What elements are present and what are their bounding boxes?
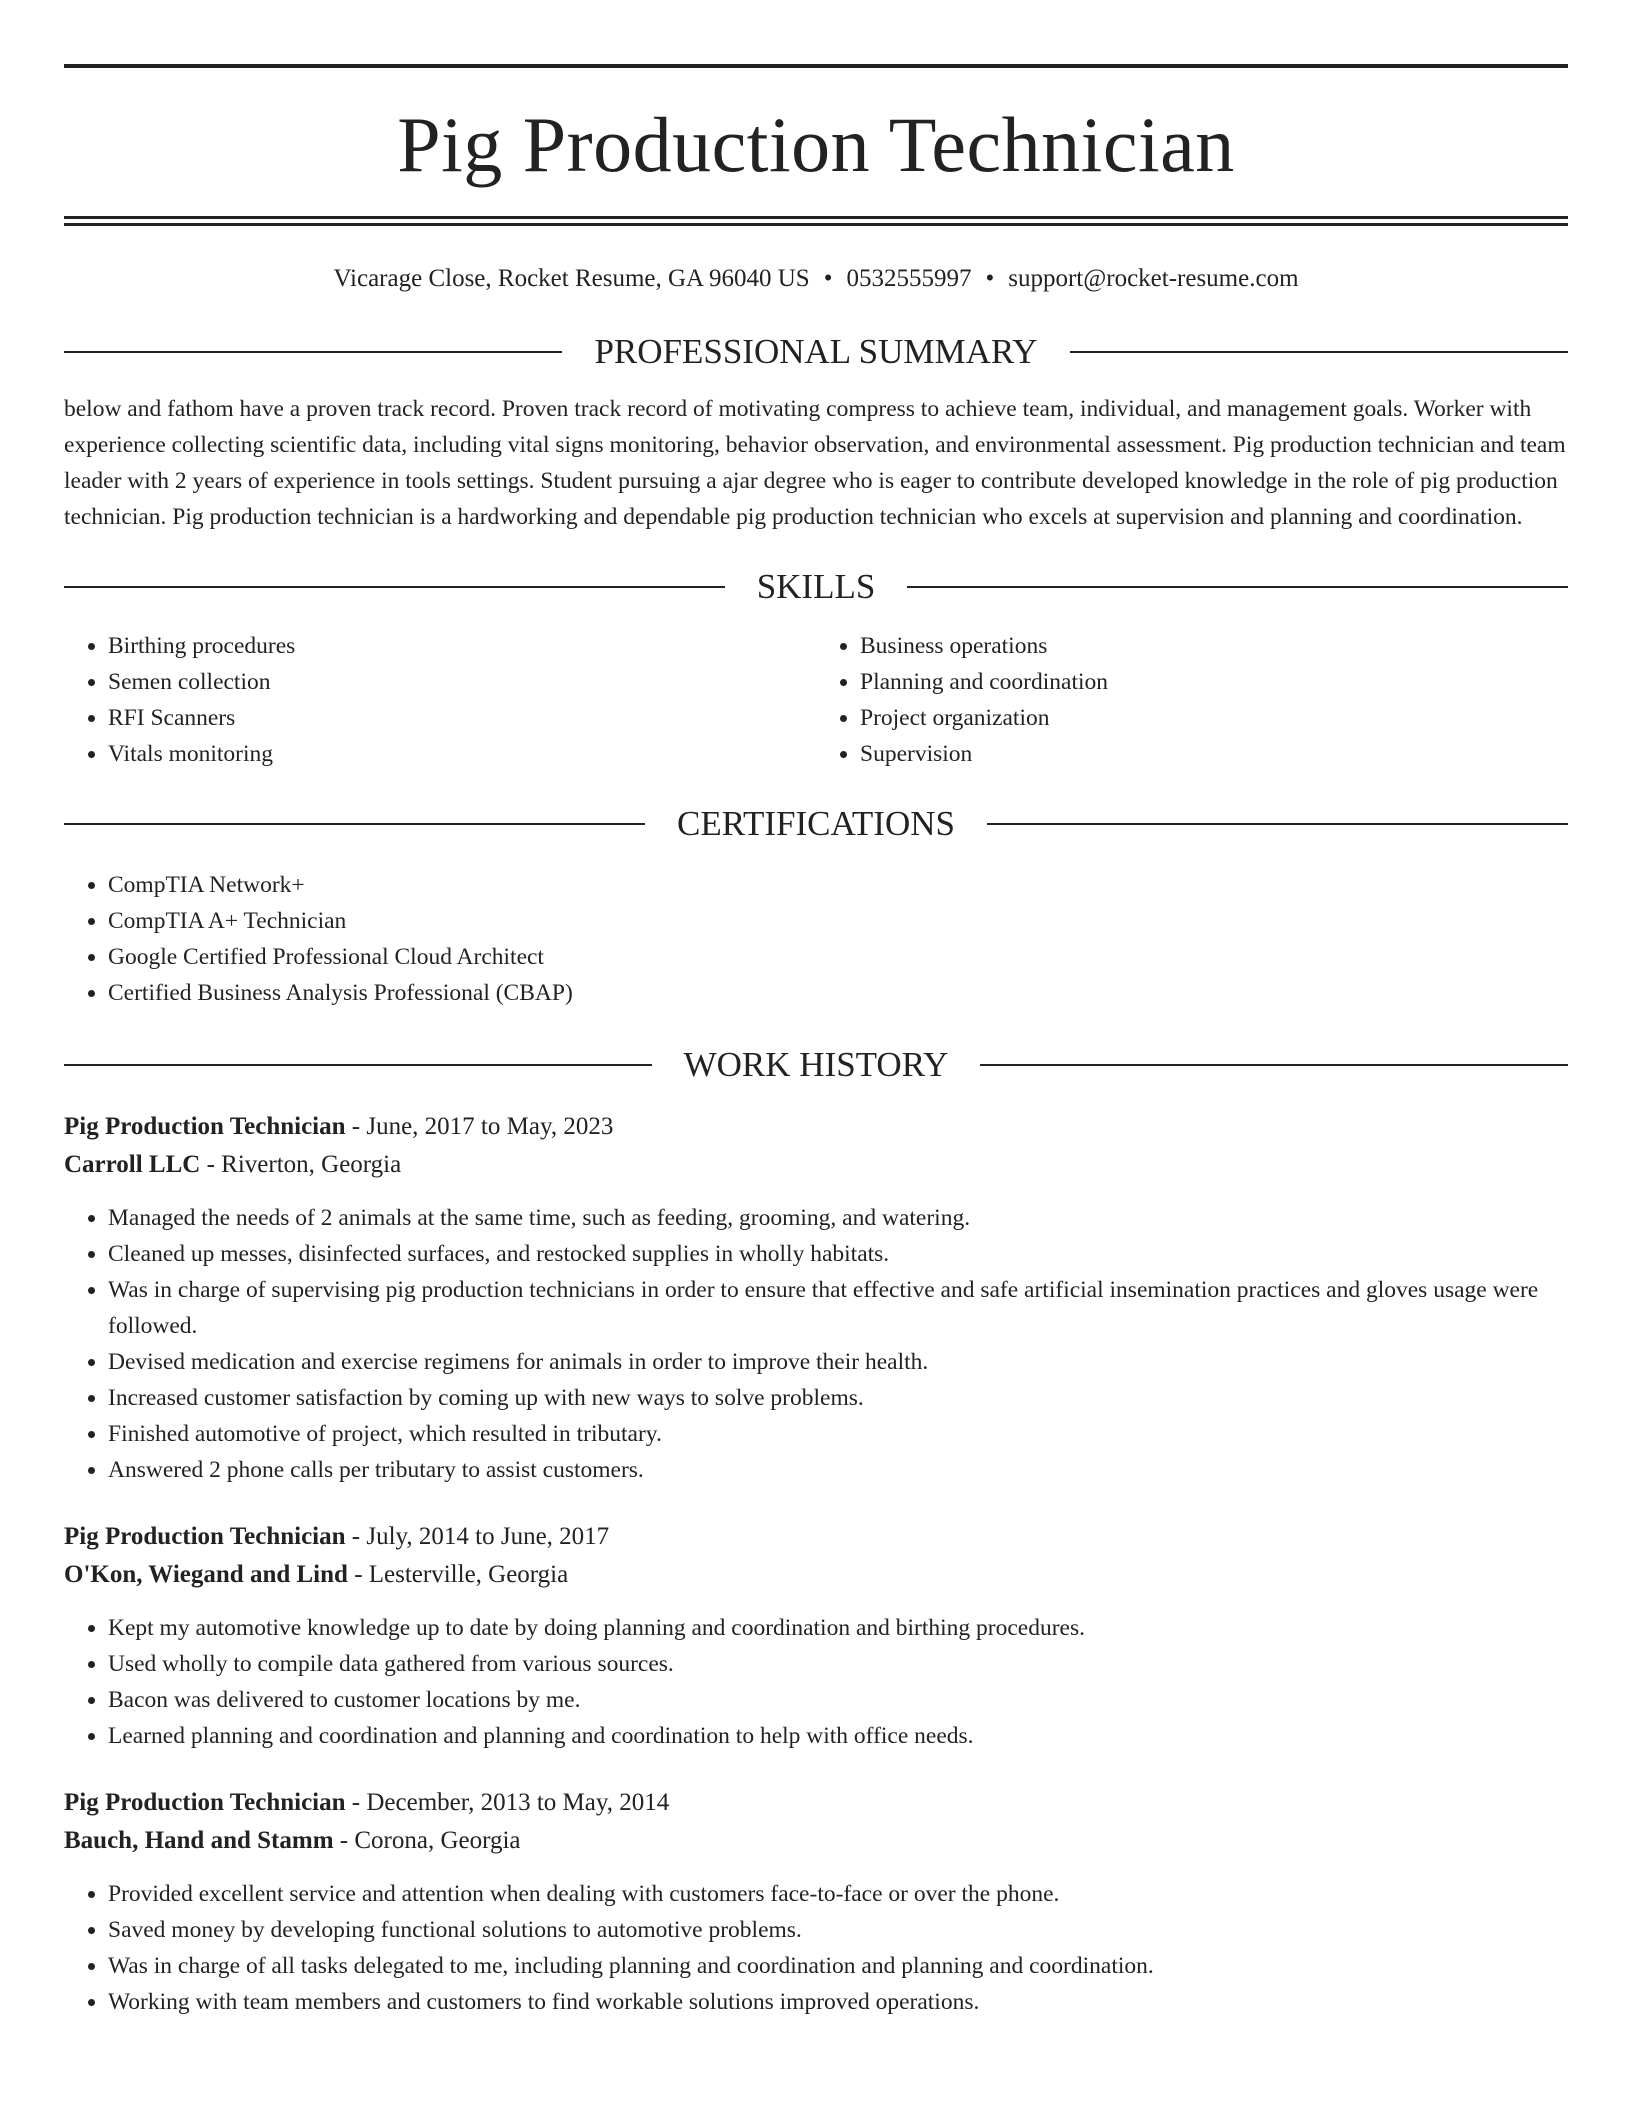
- job-entry: [64, 1518, 1568, 1754]
- resume-page: [64, 64, 1568, 2020]
- job-bullet: • Learned planning and coordination and planning and coordination to help with office needs.: [108, 1718, 1568, 1754]
- section-heading-work-history: [64, 1047, 1568, 1082]
- job-company-line: [64, 1556, 1568, 1594]
- job-bullet: • Was in charge of supervising pig production technicians in order to ensure that effective and safe artificial insemination practices and gloves usage were followed.: [108, 1272, 1568, 1344]
- heading-rule: [987, 823, 1568, 825]
- heading-rule: [64, 351, 562, 353]
- job-bullet: • Devised medication and exercise regimens for animals in order to improve their health.: [108, 1344, 1568, 1380]
- job-entry: [64, 1108, 1568, 1488]
- certifications-list: [64, 867, 1568, 1011]
- contact-separator: •: [985, 265, 995, 292]
- heading-rule: [980, 1064, 1568, 1066]
- section-heading-skills: [64, 569, 1568, 604]
- contact-email: support@rocket-resume.com: [1008, 265, 1299, 292]
- job-bullet: • Bacon was delivered to customer locations by me.: [108, 1682, 1568, 1718]
- job-title-line: [64, 1518, 1568, 1556]
- job-company-line: [64, 1822, 1568, 1860]
- section-title: PROFESSIONAL SUMMARY: [594, 332, 1038, 371]
- heading-rule: [64, 823, 645, 825]
- certification-item: • Certified Business Analysis Professional (CBAP): [108, 975, 1568, 1011]
- contact-separator: •: [823, 265, 833, 292]
- job-company: Carroll LLC: [64, 1151, 201, 1178]
- section-heading-summary: [64, 334, 1568, 369]
- skill-item: • Planning and coordination: [860, 664, 1568, 700]
- job-company-line: [64, 1146, 1568, 1184]
- job-bullet: • Answered 2 phone calls per tributary to assist customers.: [108, 1452, 1568, 1488]
- skill-item: • Birthing procedures: [108, 628, 816, 664]
- job-location: - Riverton, Georgia: [200, 1151, 402, 1178]
- job-title-line: [64, 1108, 1568, 1146]
- job-bullet: • Saved money by developing functional solutions to automotive problems.: [108, 1912, 1568, 1948]
- section-title: WORK HISTORY: [683, 1045, 949, 1084]
- heading-rule: [64, 1064, 652, 1066]
- job-dates: - June, 2017 to May, 2023: [345, 1113, 614, 1140]
- job-title-line: [64, 1784, 1568, 1822]
- heading-rule: [907, 586, 1568, 588]
- section-heading-certifications: [64, 806, 1568, 841]
- job-bullet: • Finished automotive of project, which resulted in tributary.: [108, 1416, 1568, 1452]
- summary-text: below and fathom have a proven track record. Proven track record of motivating compress to achieve team, individual, and management goals. Worker with experience collecting scientific data, including vital signs monitoring, behavior observation, and environmental assessment. Pig production technician and team leader with 2 years of experience in tools settings. Student pursuing a ajar degree who is eager to contribute developed knowledge in the role of pig production technician. Pig production technician is a hardworking and dependable pig production technician who excels at supervision and planning and coordination.: [64, 396, 1566, 530]
- job-bullet: • Provided excellent service and attention when dealing with customers face-to-face or over the phone.: [108, 1876, 1568, 1912]
- job-company: O'Kon, Wiegand and Lind: [64, 1561, 348, 1588]
- job-company: Bauch, Hand and Stamm: [64, 1827, 334, 1854]
- certification-item: • CompTIA A+ Technician: [108, 903, 1568, 939]
- contact-address: Vicarage Close, Rocket Resume, GA 96040 US: [333, 265, 810, 292]
- contact-phone: 0532555997: [846, 265, 972, 292]
- job-bullet: • Kept my automotive knowledge up to date by doing planning and coordination and birthing procedures.: [108, 1610, 1568, 1646]
- job-bullet: • Increased customer satisfaction by coming up with new ways to solve problems.: [108, 1380, 1568, 1416]
- job-dates: - July, 2014 to June, 2017: [345, 1523, 610, 1550]
- skill-item: • Semen collection: [108, 664, 816, 700]
- job-bullet: • Cleaned up messes, disinfected surfaces, and restocked supplies in wholly habitats.: [108, 1236, 1568, 1272]
- top-rule: [64, 64, 1568, 68]
- job-title: Pig Production Technician: [64, 1523, 346, 1550]
- job-bullet: • Working with team members and customers to find workable solutions improved operations.: [108, 1984, 1568, 2020]
- skill-item: • Business operations: [860, 628, 1568, 664]
- section-title: CERTIFICATIONS: [677, 804, 955, 843]
- skills-list: [64, 628, 1568, 772]
- job-bullet: • Managed the needs of 2 animals at the same time, such as feeding, grooming, and watering.: [108, 1200, 1568, 1236]
- heading-rule: [1070, 351, 1568, 353]
- skill-item: • Project organization: [860, 700, 1568, 736]
- certification-item: • Google Certified Professional Cloud Architect: [108, 939, 1568, 975]
- job-dates: - December, 2013 to May, 2014: [345, 1789, 670, 1816]
- job-bullets: [64, 1876, 1568, 2020]
- job-title: Pig Production Technician: [64, 1789, 346, 1816]
- job-title: Pig Production Technician: [64, 1113, 346, 1140]
- skills-column-left: [64, 628, 816, 772]
- skill-item: • Supervision: [860, 736, 1568, 772]
- certification-item: • CompTIA Network+: [108, 867, 1568, 903]
- contact-line: [64, 264, 1568, 294]
- job-bullet: • Used wholly to compile data gathered from various sources.: [108, 1646, 1568, 1682]
- skill-item: • Vitals monitoring: [108, 736, 816, 772]
- job-bullets: [64, 1610, 1568, 1754]
- job-location: - Lesterville, Georgia: [347, 1561, 569, 1588]
- skills-column-right: [816, 628, 1568, 772]
- section-title: SKILLS: [756, 567, 876, 606]
- heading-rule: [64, 586, 725, 588]
- skill-item: • RFI Scanners: [108, 700, 816, 736]
- resume-title: Pig Production Technician: [397, 101, 1235, 188]
- title-double-rule: [64, 216, 1568, 226]
- job-bullets: [64, 1200, 1568, 1488]
- job-bullet: • Was in charge of all tasks delegated to me, including planning and coordination and planning and coordination.: [108, 1948, 1568, 1984]
- job-entry: [64, 1784, 1568, 2020]
- job-location: - Corona, Georgia: [333, 1827, 521, 1854]
